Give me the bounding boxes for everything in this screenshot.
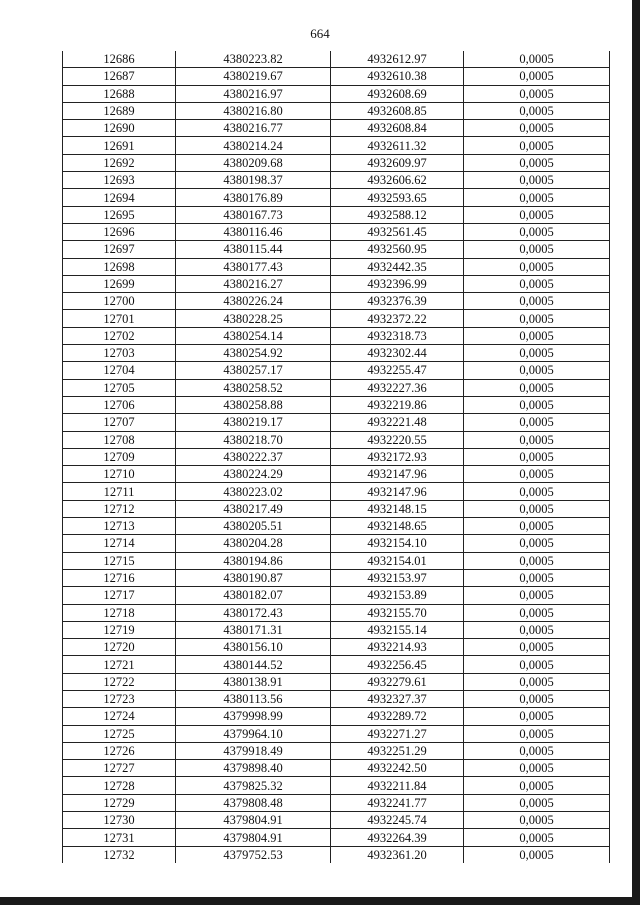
- y-coordinate-cell: 4932609.97: [331, 154, 464, 171]
- table-row: [63, 708, 610, 725]
- table-row: [63, 829, 610, 846]
- point-number-cell: 12716: [63, 569, 176, 586]
- scan-edge-right: [632, 0, 640, 905]
- x-coordinate-cell: 4380216.27: [176, 275, 331, 292]
- accuracy-cell: 0,0005: [464, 137, 610, 154]
- y-coordinate-cell: 4932219.86: [331, 396, 464, 413]
- table-row: [63, 120, 610, 137]
- table-row: [63, 275, 610, 292]
- point-number-cell: 12712: [63, 500, 176, 517]
- x-coordinate-cell: 4380209.68: [176, 154, 331, 171]
- accuracy-cell: 0,0005: [464, 500, 610, 517]
- x-coordinate-cell: 4380204.28: [176, 535, 331, 552]
- accuracy-cell: 0,0005: [464, 396, 610, 413]
- y-coordinate-cell: 4932155.14: [331, 621, 464, 638]
- x-coordinate-cell: 4380144.52: [176, 656, 331, 673]
- point-number-cell: 12690: [63, 120, 176, 137]
- x-coordinate-cell: 4379752.53: [176, 846, 331, 863]
- point-number-cell: 12726: [63, 742, 176, 759]
- point-number-cell: 12723: [63, 690, 176, 707]
- point-number-cell: 12705: [63, 379, 176, 396]
- table-row: [63, 154, 610, 171]
- y-coordinate-cell: 4932612.97: [331, 51, 464, 68]
- point-number-cell: 12693: [63, 172, 176, 189]
- accuracy-cell: 0,0005: [464, 51, 610, 68]
- point-number-cell: 12698: [63, 258, 176, 275]
- accuracy-cell: 0,0005: [464, 154, 610, 171]
- accuracy-cell: 0,0005: [464, 708, 610, 725]
- accuracy-cell: 0,0005: [464, 362, 610, 379]
- point-number-cell: 12708: [63, 431, 176, 448]
- y-coordinate-cell: 4932611.32: [331, 137, 464, 154]
- point-number-cell: 12688: [63, 85, 176, 102]
- y-coordinate-cell: 4932154.10: [331, 535, 464, 552]
- y-coordinate-cell: 4932251.29: [331, 742, 464, 759]
- point-number-cell: 12706: [63, 396, 176, 413]
- point-number-cell: 12727: [63, 760, 176, 777]
- x-coordinate-cell: 4380198.37: [176, 172, 331, 189]
- point-number-cell: 12704: [63, 362, 176, 379]
- x-coordinate-cell: 4380116.46: [176, 223, 331, 240]
- accuracy-cell: 0,0005: [464, 812, 610, 829]
- y-coordinate-cell: 4932153.97: [331, 569, 464, 586]
- x-coordinate-cell: 4380216.80: [176, 102, 331, 119]
- y-coordinate-cell: 4932289.72: [331, 708, 464, 725]
- point-number-cell: 12686: [63, 51, 176, 68]
- x-coordinate-cell: 4379918.49: [176, 742, 331, 759]
- x-coordinate-cell: 4380138.91: [176, 673, 331, 690]
- y-coordinate-cell: 4932376.39: [331, 293, 464, 310]
- x-coordinate-cell: 4380226.24: [176, 293, 331, 310]
- table-row: [63, 448, 610, 465]
- y-coordinate-cell: 4932608.85: [331, 102, 464, 119]
- coordinates-table: [62, 51, 610, 863]
- point-number-cell: 12696: [63, 223, 176, 240]
- point-number-cell: 12709: [63, 448, 176, 465]
- y-coordinate-cell: 4932148.15: [331, 500, 464, 517]
- table-row: [63, 639, 610, 656]
- point-number-cell: 12710: [63, 466, 176, 483]
- table-row: [63, 137, 610, 154]
- point-number-cell: 12703: [63, 345, 176, 362]
- x-coordinate-cell: 4380219.67: [176, 68, 331, 85]
- accuracy-cell: 0,0005: [464, 85, 610, 102]
- accuracy-cell: 0,0005: [464, 189, 610, 206]
- y-coordinate-cell: 4932396.99: [331, 275, 464, 292]
- x-coordinate-cell: 4380217.49: [176, 500, 331, 517]
- y-coordinate-cell: 4932147.96: [331, 466, 464, 483]
- y-coordinate-cell: 4932608.84: [331, 120, 464, 137]
- y-coordinate-cell: 4932302.44: [331, 345, 464, 362]
- x-coordinate-cell: 4380156.10: [176, 639, 331, 656]
- x-coordinate-cell: 4380222.37: [176, 448, 331, 465]
- point-number-cell: 12719: [63, 621, 176, 638]
- x-coordinate-cell: 4380216.97: [176, 85, 331, 102]
- table-row: [63, 673, 610, 690]
- point-number-cell: 12694: [63, 189, 176, 206]
- table-row: [63, 777, 610, 794]
- table-row: [63, 604, 610, 621]
- accuracy-cell: 0,0005: [464, 777, 610, 794]
- y-coordinate-cell: 4932271.27: [331, 725, 464, 742]
- y-coordinate-cell: 4932211.84: [331, 777, 464, 794]
- table-row: [63, 414, 610, 431]
- x-coordinate-cell: 4379964.10: [176, 725, 331, 742]
- accuracy-cell: 0,0005: [464, 639, 610, 656]
- y-coordinate-cell: 4932214.93: [331, 639, 464, 656]
- table-row: [63, 431, 610, 448]
- x-coordinate-cell: 4380171.31: [176, 621, 331, 638]
- accuracy-cell: 0,0005: [464, 223, 610, 240]
- point-number-cell: 12718: [63, 604, 176, 621]
- accuracy-cell: 0,0005: [464, 552, 610, 569]
- accuracy-cell: 0,0005: [464, 846, 610, 863]
- accuracy-cell: 0,0005: [464, 327, 610, 344]
- x-coordinate-cell: 4380228.25: [176, 310, 331, 327]
- table-row: [63, 846, 610, 863]
- y-coordinate-cell: 4932153.89: [331, 587, 464, 604]
- accuracy-cell: 0,0005: [464, 656, 610, 673]
- x-coordinate-cell: 4380216.77: [176, 120, 331, 137]
- x-coordinate-cell: 4380115.44: [176, 241, 331, 258]
- y-coordinate-cell: 4932279.61: [331, 673, 464, 690]
- y-coordinate-cell: 4932372.22: [331, 310, 464, 327]
- table-row: [63, 812, 610, 829]
- accuracy-cell: 0,0005: [464, 379, 610, 396]
- accuracy-cell: 0,0005: [464, 742, 610, 759]
- point-number-cell: 12691: [63, 137, 176, 154]
- y-coordinate-cell: 4932560.95: [331, 241, 464, 258]
- coordinates-table-body: [63, 51, 610, 863]
- point-number-cell: 12722: [63, 673, 176, 690]
- accuracy-cell: 0,0005: [464, 275, 610, 292]
- point-number-cell: 12725: [63, 725, 176, 742]
- table-row: [63, 345, 610, 362]
- x-coordinate-cell: 4379808.48: [176, 794, 331, 811]
- y-coordinate-cell: 4932155.70: [331, 604, 464, 621]
- table-row: [63, 742, 610, 759]
- accuracy-cell: 0,0005: [464, 258, 610, 275]
- y-coordinate-cell: 4932241.77: [331, 794, 464, 811]
- point-number-cell: 12729: [63, 794, 176, 811]
- accuracy-cell: 0,0005: [464, 621, 610, 638]
- accuracy-cell: 0,0005: [464, 725, 610, 742]
- table-row: [63, 518, 610, 535]
- y-coordinate-cell: 4932588.12: [331, 206, 464, 223]
- table-row: [63, 258, 610, 275]
- page-number: 664: [310, 26, 330, 41]
- accuracy-cell: 0,0005: [464, 604, 610, 621]
- table-row: [63, 535, 610, 552]
- point-number-cell: 12732: [63, 846, 176, 863]
- table-row: [63, 189, 610, 206]
- y-coordinate-cell: 4932148.65: [331, 518, 464, 535]
- y-coordinate-cell: 4932242.50: [331, 760, 464, 777]
- table-row: [63, 621, 610, 638]
- x-coordinate-cell: 4379804.91: [176, 812, 331, 829]
- accuracy-cell: 0,0005: [464, 431, 610, 448]
- point-number-cell: 12728: [63, 777, 176, 794]
- y-coordinate-cell: 4932256.45: [331, 656, 464, 673]
- x-coordinate-cell: 4380172.43: [176, 604, 331, 621]
- y-coordinate-cell: 4932245.74: [331, 812, 464, 829]
- table-row: [63, 206, 610, 223]
- x-coordinate-cell: 4380214.24: [176, 137, 331, 154]
- accuracy-cell: 0,0005: [464, 414, 610, 431]
- table-row: [63, 51, 610, 68]
- x-coordinate-cell: 4380223.02: [176, 483, 331, 500]
- point-number-cell: 12695: [63, 206, 176, 223]
- point-number-cell: 12713: [63, 518, 176, 535]
- point-number-cell: 12687: [63, 68, 176, 85]
- table-row: [63, 68, 610, 85]
- accuracy-cell: 0,0005: [464, 690, 610, 707]
- table-row: [63, 500, 610, 517]
- y-coordinate-cell: 4932255.47: [331, 362, 464, 379]
- y-coordinate-cell: 4932608.69: [331, 85, 464, 102]
- x-coordinate-cell: 4380205.51: [176, 518, 331, 535]
- accuracy-cell: 0,0005: [464, 518, 610, 535]
- y-coordinate-cell: 4932154.01: [331, 552, 464, 569]
- table-row: [63, 396, 610, 413]
- table-row: [63, 310, 610, 327]
- table-row: [63, 656, 610, 673]
- y-coordinate-cell: 4932606.62: [331, 172, 464, 189]
- x-coordinate-cell: 4380113.56: [176, 690, 331, 707]
- x-coordinate-cell: 4379825.32: [176, 777, 331, 794]
- x-coordinate-cell: 4380254.14: [176, 327, 331, 344]
- y-coordinate-cell: 4932220.55: [331, 431, 464, 448]
- table-row: [63, 794, 610, 811]
- accuracy-cell: 0,0005: [464, 102, 610, 119]
- x-coordinate-cell: 4379804.91: [176, 829, 331, 846]
- y-coordinate-cell: 4932264.39: [331, 829, 464, 846]
- table-row: [63, 327, 610, 344]
- point-number-cell: 12692: [63, 154, 176, 171]
- accuracy-cell: 0,0005: [464, 448, 610, 465]
- point-number-cell: 12720: [63, 639, 176, 656]
- accuracy-cell: 0,0005: [464, 535, 610, 552]
- accuracy-cell: 0,0005: [464, 760, 610, 777]
- point-number-cell: 12689: [63, 102, 176, 119]
- x-coordinate-cell: 4380190.87: [176, 569, 331, 586]
- point-number-cell: 12699: [63, 275, 176, 292]
- point-number-cell: 12707: [63, 414, 176, 431]
- table-row: [63, 725, 610, 742]
- y-coordinate-cell: 4932318.73: [331, 327, 464, 344]
- x-coordinate-cell: 4380223.82: [176, 51, 331, 68]
- y-coordinate-cell: 4932221.48: [331, 414, 464, 431]
- accuracy-cell: 0,0005: [464, 68, 610, 85]
- accuracy-cell: 0,0005: [464, 569, 610, 586]
- point-number-cell: 12700: [63, 293, 176, 310]
- table-row: [63, 362, 610, 379]
- x-coordinate-cell: 4380257.17: [176, 362, 331, 379]
- table-row: [63, 690, 610, 707]
- y-coordinate-cell: 4932327.37: [331, 690, 464, 707]
- accuracy-cell: 0,0005: [464, 673, 610, 690]
- x-coordinate-cell: 4380219.17: [176, 414, 331, 431]
- x-coordinate-cell: 4380224.29: [176, 466, 331, 483]
- accuracy-cell: 0,0005: [464, 120, 610, 137]
- y-coordinate-cell: 4932593.65: [331, 189, 464, 206]
- y-coordinate-cell: 4932147.96: [331, 483, 464, 500]
- table-row: [63, 483, 610, 500]
- y-coordinate-cell: 4932172.93: [331, 448, 464, 465]
- table-row: [63, 85, 610, 102]
- x-coordinate-cell: 4380167.73: [176, 206, 331, 223]
- accuracy-cell: 0,0005: [464, 241, 610, 258]
- point-number-cell: 12711: [63, 483, 176, 500]
- table-row: [63, 223, 610, 240]
- y-coordinate-cell: 4932442.35: [331, 258, 464, 275]
- accuracy-cell: 0,0005: [464, 829, 610, 846]
- table-row: [63, 466, 610, 483]
- point-number-cell: 12702: [63, 327, 176, 344]
- table-row: [63, 102, 610, 119]
- table-row: [63, 241, 610, 258]
- table-row: [63, 552, 610, 569]
- point-number-cell: 12724: [63, 708, 176, 725]
- x-coordinate-cell: 4380258.52: [176, 379, 331, 396]
- scan-edge-bottom: [0, 897, 640, 905]
- x-coordinate-cell: 4380254.92: [176, 345, 331, 362]
- x-coordinate-cell: 4380258.88: [176, 396, 331, 413]
- y-coordinate-cell: 4932361.20: [331, 846, 464, 863]
- table-row: [63, 587, 610, 604]
- table-row: [63, 172, 610, 189]
- accuracy-cell: 0,0005: [464, 466, 610, 483]
- point-number-cell: 12730: [63, 812, 176, 829]
- accuracy-cell: 0,0005: [464, 483, 610, 500]
- accuracy-cell: 0,0005: [464, 206, 610, 223]
- x-coordinate-cell: 4379998.99: [176, 708, 331, 725]
- x-coordinate-cell: 4379898.40: [176, 760, 331, 777]
- x-coordinate-cell: 4380176.89: [176, 189, 331, 206]
- accuracy-cell: 0,0005: [464, 587, 610, 604]
- x-coordinate-cell: 4380177.43: [176, 258, 331, 275]
- point-number-cell: 12697: [63, 241, 176, 258]
- table-row: [63, 293, 610, 310]
- point-number-cell: 12721: [63, 656, 176, 673]
- accuracy-cell: 0,0005: [464, 794, 610, 811]
- accuracy-cell: 0,0005: [464, 345, 610, 362]
- x-coordinate-cell: 4380218.70: [176, 431, 331, 448]
- table-row: [63, 569, 610, 586]
- table-row: [63, 760, 610, 777]
- accuracy-cell: 0,0005: [464, 293, 610, 310]
- table-row: [63, 379, 610, 396]
- x-coordinate-cell: 4380194.86: [176, 552, 331, 569]
- point-number-cell: 12701: [63, 310, 176, 327]
- point-number-cell: 12715: [63, 552, 176, 569]
- point-number-cell: 12714: [63, 535, 176, 552]
- point-number-cell: 12731: [63, 829, 176, 846]
- y-coordinate-cell: 4932561.45: [331, 223, 464, 240]
- x-coordinate-cell: 4380182.07: [176, 587, 331, 604]
- y-coordinate-cell: 4932227.36: [331, 379, 464, 396]
- y-coordinate-cell: 4932610.38: [331, 68, 464, 85]
- accuracy-cell: 0,0005: [464, 310, 610, 327]
- accuracy-cell: 0,0005: [464, 172, 610, 189]
- point-number-cell: 12717: [63, 587, 176, 604]
